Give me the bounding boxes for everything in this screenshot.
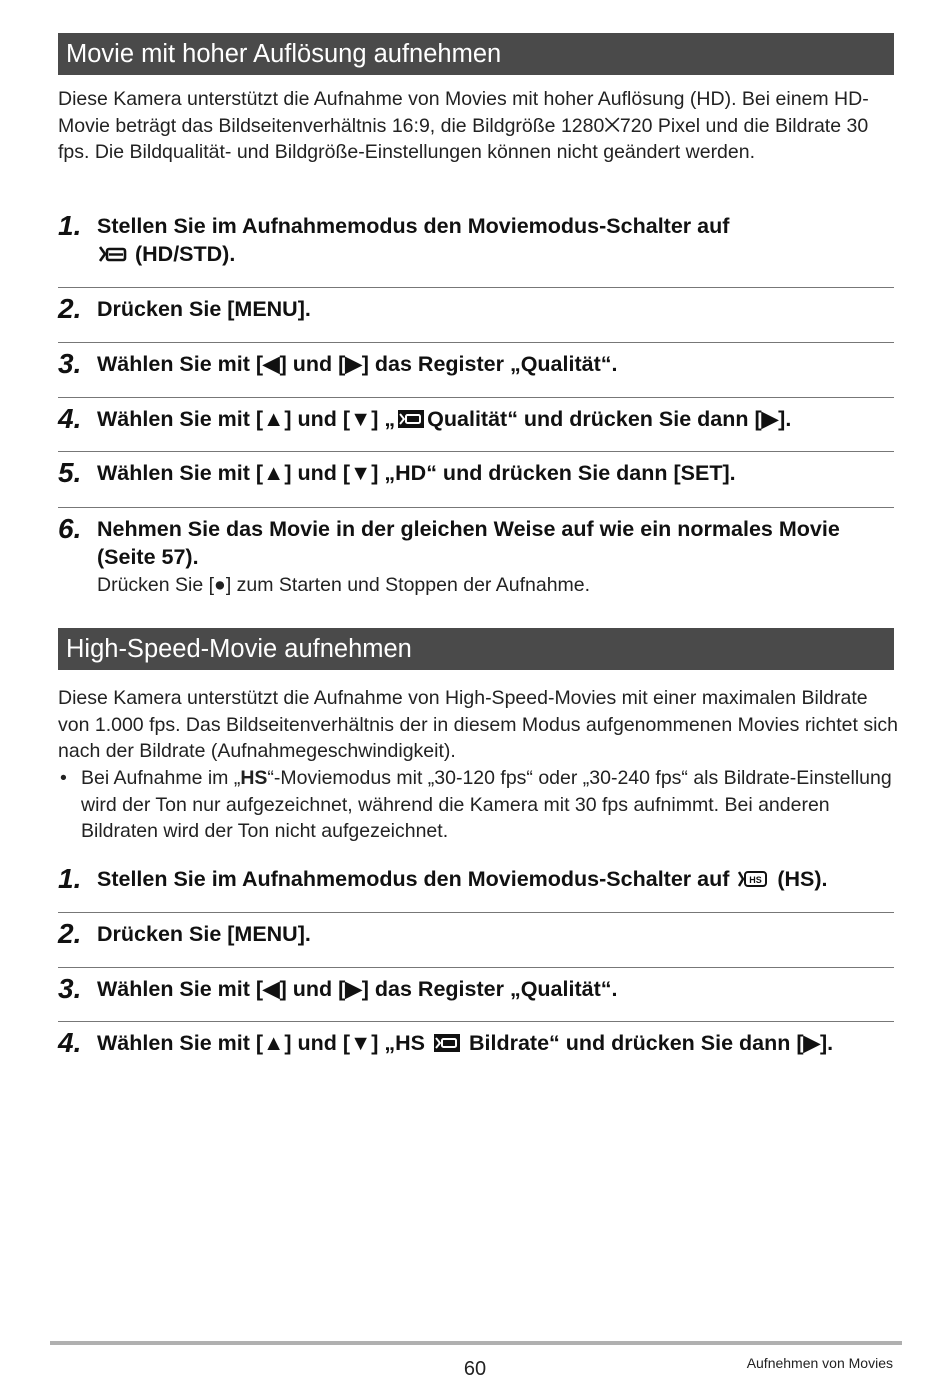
step-4 bbox=[58, 397, 894, 433]
hd-std-movie-icon bbox=[99, 245, 127, 263]
step-text: Wählen Sie mit [▲] und [▼] „ bbox=[97, 407, 396, 431]
bullet-text-cont: “-Moviemodus mit „30-120 fps“ oder „30-240 fps“ als Bildrate-Einstellung wird der Ton nur aufgezeichnet, während die Kamera mit 30 fps aufnimmt. Bei anderen Bildraten wird der Ton nicht aufgezeichnet. bbox=[81, 767, 892, 842]
footer-chapter-title: Aufnehmen von Movies bbox=[746, 1355, 893, 1371]
section-header-high-speed bbox=[58, 628, 894, 670]
step-text: Stellen Sie im Aufnahmemodus den Moviemodus-Schalter auf bbox=[97, 867, 730, 891]
step-4 bbox=[58, 1021, 894, 1057]
step-5 bbox=[58, 451, 894, 487]
intro-paragraph: Diese Kamera unterstützt die Aufnahme von Movies mit hoher Auflösung (HD). Bei einem HD-Movie beträgt das Bildseitenverhältnis 16:9, die Bildgröße 1280⨉720 Pixel und die Bildrate 30 fps. Die Bildqualität- und Bildgröße-Einstellungen können nicht geändert werden. bbox=[58, 88, 869, 163]
step-2 bbox=[58, 287, 894, 323]
step-text: Wählen Sie mit [▲] und [▼] „HS bbox=[97, 1031, 426, 1055]
step-text: Wählen Sie mit [◀] und [▶] das Register „Qualität“. bbox=[97, 977, 618, 1001]
hs-movie-icon bbox=[737, 870, 769, 888]
step-number: 6. bbox=[58, 513, 82, 544]
step-number: 4. bbox=[58, 403, 82, 434]
movie-quality-icon bbox=[397, 410, 425, 428]
movie-quality-icon bbox=[433, 1034, 461, 1052]
step-number: 2. bbox=[58, 918, 82, 949]
section-title: Movie mit hoher Auflösung aufnehmen bbox=[66, 40, 502, 68]
section-title: High-Speed-Movie aufnehmen bbox=[66, 635, 412, 663]
section-header-hd bbox=[58, 33, 894, 75]
bullet-text: Bei Aufnahme im „ bbox=[81, 767, 241, 789]
step-number: 1. bbox=[58, 863, 82, 894]
step-text-cont: (HS). bbox=[777, 867, 828, 891]
step-number: 3. bbox=[58, 973, 82, 1004]
step-3 bbox=[58, 342, 894, 378]
step-text: Drücken Sie [MENU]. bbox=[97, 922, 311, 946]
step-text-cont: (HD/STD). bbox=[134, 242, 236, 266]
step-text: Drücken Sie [MENU]. bbox=[97, 297, 311, 321]
step-number: 1. bbox=[58, 210, 82, 241]
step-2 bbox=[58, 912, 894, 948]
step-text: Wählen Sie mit [◀] und [▶] das Register „Qualität“. bbox=[97, 352, 618, 376]
page-number: 60 bbox=[463, 1358, 487, 1380]
step-text: Nehmen Sie das Movie in der gleichen Weise auf wie ein normales Movie (Seite 57). bbox=[97, 517, 840, 569]
intro-paragraph: Diese Kamera unterstützt die Aufnahme von High-Speed-Movies mit einer maximalen Bildrate von 1.000 fps. Das Bildseitenverhältnis der in diesem Modus aufgenommenen Movies richtet sich nach der Bildrate (Aufnahmegeschwindigkeit). bbox=[58, 687, 899, 762]
footer-divider bbox=[50, 1341, 902, 1345]
step-subtext: Drücken Sie [●] zum Starten und Stoppen der Aufnahme. bbox=[97, 574, 591, 596]
step-text: Wählen Sie mit [▲] und [▼] „HD“ und drücken Sie dann [SET]. bbox=[97, 461, 736, 485]
note-bullet bbox=[58, 765, 898, 845]
bullet-bold: HS bbox=[240, 767, 268, 789]
step-text-cont: Qualität“ und drücken Sie dann [▶]. bbox=[427, 407, 792, 431]
bullet-icon: • bbox=[60, 767, 67, 789]
step-6 bbox=[58, 507, 894, 599]
step-text: Stellen Sie im Aufnahmemodus den Moviemodus-Schalter auf bbox=[97, 214, 730, 238]
step-number: 4. bbox=[58, 1027, 82, 1058]
step-number: 3. bbox=[58, 348, 82, 379]
step-1 bbox=[58, 212, 894, 268]
step-1 bbox=[58, 865, 894, 893]
step-number: 5. bbox=[58, 457, 82, 488]
svg-text:HS: HS bbox=[749, 875, 763, 885]
step-number: 2. bbox=[58, 293, 82, 324]
step-text-cont: Bildrate“ und drücken Sie dann [▶]. bbox=[469, 1031, 834, 1055]
step-3 bbox=[58, 967, 894, 1003]
